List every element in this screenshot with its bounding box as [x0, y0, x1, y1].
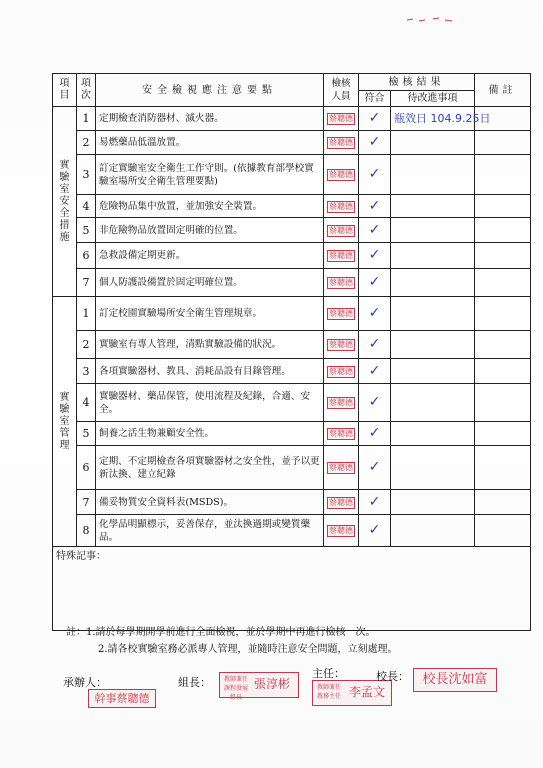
header-remark: 備註 [475, 74, 531, 107]
inspector-stamp: 蔡聰德 [329, 526, 353, 535]
remark-cell [475, 446, 531, 490]
item-text: 訂定校園實驗場所安全衛生管理規章。 [96, 297, 324, 331]
handler-stamp: 幹事蔡聰德 [88, 689, 156, 708]
section-category-label: 實驗室管理 [59, 391, 70, 451]
inspector-cell [324, 422, 359, 446]
table-row [53, 243, 531, 269]
inspector-cell [324, 107, 359, 131]
inspector-stamp: 蔡聰德 [329, 251, 353, 260]
inspector-cell [324, 155, 359, 195]
table-row [53, 297, 531, 331]
pass-check: ✓ [359, 515, 391, 547]
inspector-cell [324, 446, 359, 490]
improvement-note [391, 331, 475, 359]
table-row [53, 446, 531, 490]
remark-cell [475, 243, 531, 269]
table-row [53, 155, 531, 195]
pass-check: ✓ [359, 155, 391, 195]
inspector-cell [324, 195, 359, 218]
pass-check: ✓ [359, 359, 391, 384]
group-leader-stamp-title: 教師兼任 課程發展組長 [223, 676, 248, 701]
pass-check: ✓ [359, 243, 391, 269]
table-row [53, 269, 531, 297]
item-text: 危險物品集中放置，並加強安全裝置。 [96, 195, 324, 218]
principal-label: 校長： [376, 670, 409, 683]
section-category [53, 107, 77, 297]
header-title: 安全檢視應注意要點 [96, 74, 324, 107]
item-number: 6 [77, 243, 96, 269]
pass-check: ✓ [359, 490, 391, 515]
remark-cell [475, 490, 531, 515]
item-text: 易燃藥品低溫放置。 [96, 131, 324, 155]
improvement-note [391, 359, 475, 384]
section-category [53, 297, 77, 547]
group-leader-stamp [219, 672, 299, 701]
remark-cell [475, 131, 531, 155]
improvement-note [391, 218, 475, 243]
pass-check: ✓ [359, 384, 391, 422]
footnote-item-1: 1.請於每學期開學前進行全面檢視，並於學期中再進行檢核一次。 [86, 627, 376, 638]
director-label: 主任： [312, 667, 345, 680]
principal-stamp: 校長沈如富 [413, 668, 497, 692]
improvement-note [391, 297, 475, 331]
inspector-cell [324, 359, 359, 384]
item-text: 實驗器材、藥品保管，使用流程及紀錄，合適、安全。 [96, 384, 324, 422]
improvement-note [391, 269, 475, 297]
handler-label: 承辦人： [63, 676, 107, 689]
remark-cell [475, 269, 531, 297]
remark-cell [475, 515, 531, 547]
item-text: 急救設備定期更新。 [96, 243, 324, 269]
remark-cell [475, 384, 531, 422]
item-text: 定期檢查消防器材、滅火器。 [96, 107, 324, 131]
remark-cell [475, 331, 531, 359]
table-row [53, 107, 531, 131]
remark-cell [475, 195, 531, 218]
improvement-note [391, 131, 475, 155]
improvement-note [391, 195, 475, 218]
header-improve: 待改進事項 [391, 91, 475, 107]
improvement-note [391, 446, 475, 490]
pass-check: ✓ [359, 131, 391, 155]
remark-cell [475, 297, 531, 331]
inspector-stamp: 蔡聰德 [329, 278, 353, 287]
inspector-cell [324, 131, 359, 155]
inspector-stamp: 蔡聰德 [329, 398, 353, 407]
remark-cell [475, 218, 531, 243]
footnote-item-2: 2.請各校實驗室務必派專人管理，並隨時注意安全問題，立刻處理。 [98, 644, 398, 655]
inspector-cell [324, 218, 359, 243]
inspector-stamp: 蔡聰德 [329, 170, 353, 179]
pass-check: ✓ [359, 107, 391, 131]
director-stamp-title: 教師兼任 教務主任 [316, 684, 341, 700]
table-row [53, 359, 531, 384]
improvement-note [391, 422, 475, 446]
item-number: 1 [77, 107, 96, 131]
inspector-cell [324, 331, 359, 359]
pass-check: ✓ [359, 269, 391, 297]
pass-check: ✓ [359, 195, 391, 218]
inspector-cell [324, 515, 359, 547]
inspector-stamp: 蔡聰德 [329, 463, 353, 472]
inspector-stamp: 蔡聰德 [329, 201, 353, 211]
item-number: 5 [77, 218, 96, 243]
inspector-stamp: 蔡聰德 [329, 366, 353, 376]
item-number: 7 [77, 490, 96, 515]
inspector-stamp: 蔡聰德 [329, 340, 353, 349]
improvement-note [391, 384, 475, 422]
item-number: 3 [77, 155, 96, 195]
item-text: 實驗室有專人管理，清點實驗設備的狀況。 [96, 331, 324, 359]
item-text: 備妥物質安全資料表(MSDS)。 [96, 490, 324, 515]
inspector-stamp: 蔡聰德 [329, 225, 353, 235]
item-text: 飼養之活生物兼顧安全性。 [96, 422, 324, 446]
table-row [53, 384, 531, 422]
inspector-stamp: 蔡聰德 [329, 114, 353, 123]
item-number: 8 [77, 515, 96, 547]
pass-check: ✓ [359, 446, 391, 490]
header-result: 檢核結果 [359, 74, 475, 91]
pass-check: ✓ [359, 422, 391, 446]
table-row [53, 218, 531, 243]
item-text: 定期、不定期檢查各項實驗器材之安全性，並予以更新汰換、建立紀錄 [96, 446, 324, 490]
header-number: 項次 [77, 74, 96, 107]
special-notes-label: 特殊記事： [53, 547, 531, 631]
footnote-label: 註： [66, 627, 86, 638]
table-row [53, 490, 531, 515]
item-number: 4 [77, 384, 96, 422]
header-inspector: 檢核人員 [324, 74, 359, 107]
remark-cell [475, 359, 531, 384]
header-pass: 符合 [359, 91, 391, 107]
item-number: 2 [77, 331, 96, 359]
pass-check: ✓ [359, 297, 391, 331]
item-number: 2 [77, 131, 96, 155]
item-number: 5 [77, 422, 96, 446]
special-notes-row [53, 547, 531, 631]
improvement-note [391, 515, 475, 547]
inspector-cell [324, 269, 359, 297]
table-row [53, 515, 531, 547]
inspector-cell [324, 297, 359, 331]
item-number: 7 [77, 269, 96, 297]
item-text: 非危險物品放置固定明確的位置。 [96, 218, 324, 243]
item-number: 1 [77, 297, 96, 331]
item-number: 4 [77, 195, 96, 218]
inspector-stamp: 蔡聰德 [329, 309, 353, 318]
item-text: 化學品明顯標示，妥善保存，並汰換過期或變質藥品。 [96, 515, 324, 547]
item-text: 訂定實驗室安全衛生工作守則。(依據教育部學校實驗室場所安全衛生管理要點) [96, 155, 324, 195]
table-header-row-1 [53, 74, 531, 91]
table-row [53, 131, 531, 155]
remark-cell [475, 155, 531, 195]
pass-check: ✓ [359, 218, 391, 243]
inspector-cell [324, 490, 359, 515]
improvement-note [391, 155, 475, 195]
inspector-stamp: 蔡聰德 [329, 429, 353, 438]
director-stamp-name: 李孟文 [349, 685, 386, 699]
section-category-label: 實驗室安全措施 [59, 159, 70, 243]
inspector-stamp: 蔡聰德 [329, 497, 353, 507]
improvement-note [391, 243, 475, 269]
table-row [53, 422, 531, 446]
inspector-cell [324, 243, 359, 269]
item-text: 各項實驗器材、教具、消耗品設有目錄管理。 [96, 359, 324, 384]
item-text: 個人防護設備置於固定明確位置。 [96, 269, 324, 297]
inspection-table [52, 73, 531, 631]
remark-cell [475, 422, 531, 446]
improvement-note: 瓶效日 104.9.25日 [391, 107, 475, 131]
header-category: 項目 [53, 74, 77, 107]
inspector-cell [324, 384, 359, 422]
pass-check: ✓ [359, 331, 391, 359]
corner-scribble [405, 14, 455, 26]
inspector-stamp: 蔡聰德 [329, 138, 353, 147]
item-number: 3 [77, 359, 96, 384]
table-row [53, 195, 531, 218]
improvement-note [391, 490, 475, 515]
item-number: 6 [77, 446, 96, 490]
table-row [53, 331, 531, 359]
group-leader-label: 組長： [178, 676, 211, 689]
group-leader-stamp-name: 張淳彬 [254, 677, 291, 691]
